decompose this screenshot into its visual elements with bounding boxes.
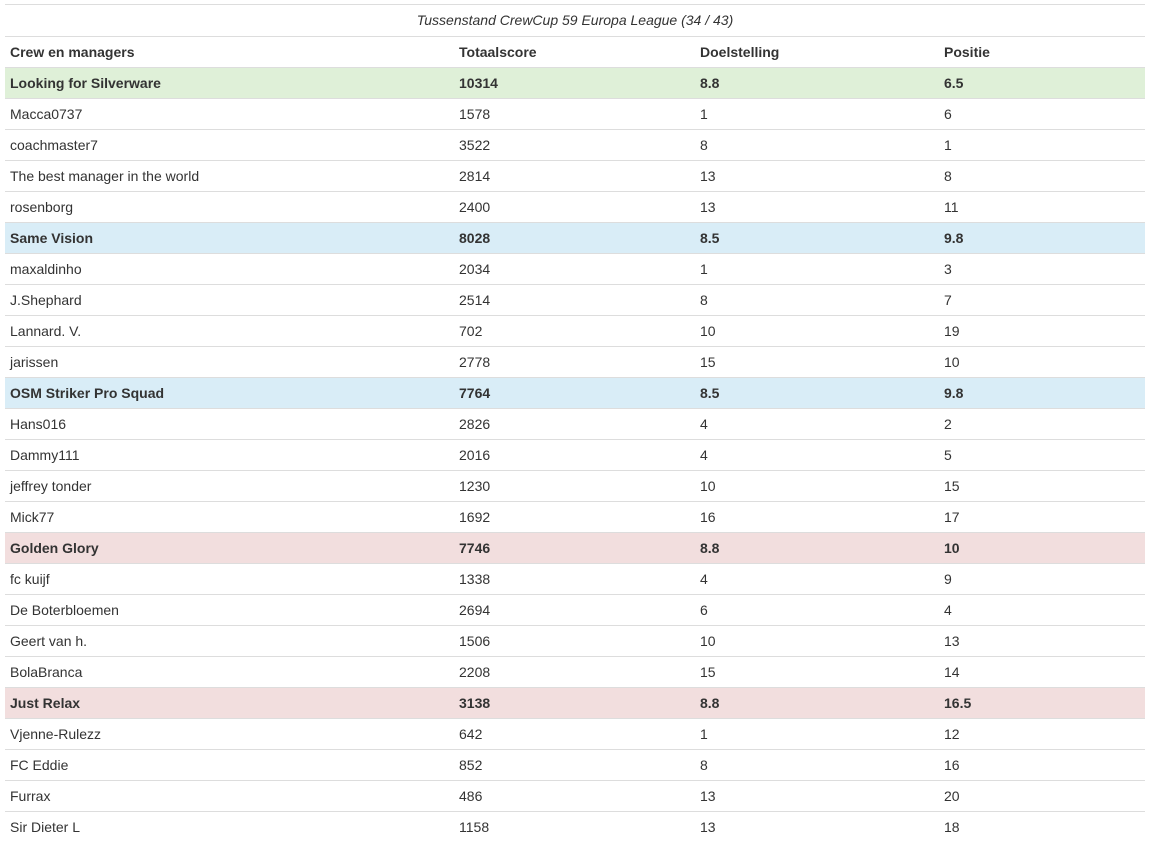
cell-name: Hans016 [5, 409, 454, 440]
cell-name: De Boterbloemen [5, 595, 454, 626]
table-header [5, 37, 1145, 68]
cell-position: 15 [939, 471, 1145, 502]
cell-score: 1692 [454, 502, 695, 533]
header-row [5, 37, 1145, 68]
manager-row [5, 595, 1145, 626]
cell-name: OSM Striker Pro Squad [5, 378, 454, 409]
manager-row [5, 99, 1145, 130]
cell-score: 2034 [454, 254, 695, 285]
cell-name: Same Vision [5, 223, 454, 254]
cell-goal: 8.5 [695, 223, 939, 254]
cell-goal: 1 [695, 99, 939, 130]
cell-name: J.Shephard [5, 285, 454, 316]
cell-position: 16.5 [939, 688, 1145, 719]
cell-goal: 1 [695, 254, 939, 285]
cell-position: 2 [939, 409, 1145, 440]
cell-score: 2400 [454, 192, 695, 223]
cell-position: 19 [939, 316, 1145, 347]
cell-position: 16 [939, 750, 1145, 781]
cell-score: 7746 [454, 533, 695, 564]
cell-goal: 4 [695, 440, 939, 471]
cell-score: 486 [454, 781, 695, 812]
cell-score: 7764 [454, 378, 695, 409]
header-goal: Doelstelling [695, 37, 939, 68]
cell-score: 2694 [454, 595, 695, 626]
cell-score: 1506 [454, 626, 695, 657]
cell-goal: 16 [695, 502, 939, 533]
cell-goal: 10 [695, 626, 939, 657]
cell-position: 10 [939, 533, 1145, 564]
header-name: Crew en managers [5, 37, 454, 68]
manager-row [5, 440, 1145, 471]
cell-position: 20 [939, 781, 1145, 812]
cell-score: 10314 [454, 68, 695, 99]
cell-name: Just Relax [5, 688, 454, 719]
cell-goal: 6 [695, 595, 939, 626]
cell-score: 702 [454, 316, 695, 347]
crew-row [5, 223, 1145, 254]
cell-goal: 8.8 [695, 688, 939, 719]
manager-row [5, 316, 1145, 347]
cell-name: fc kuijf [5, 564, 454, 595]
cell-score: 2016 [454, 440, 695, 471]
cell-goal: 8.5 [695, 378, 939, 409]
manager-row [5, 750, 1145, 781]
cell-name: FC Eddie [5, 750, 454, 781]
cell-position: 4 [939, 595, 1145, 626]
cell-position: 3 [939, 254, 1145, 285]
cell-score: 2778 [454, 347, 695, 378]
table-body [5, 68, 1145, 843]
cell-name: Furrax [5, 781, 454, 812]
cell-goal: 8 [695, 130, 939, 161]
cell-name: Dammy111 [5, 440, 454, 471]
cell-name: maxaldinho [5, 254, 454, 285]
cell-goal: 8.8 [695, 533, 939, 564]
cell-position: 9.8 [939, 378, 1145, 409]
cell-position: 9.8 [939, 223, 1145, 254]
manager-row [5, 409, 1145, 440]
cell-score: 2514 [454, 285, 695, 316]
header-score: Totaalscore [454, 37, 695, 68]
cell-name: Looking for Silverware [5, 68, 454, 99]
cell-position: 6.5 [939, 68, 1145, 99]
cell-name: Sir Dieter L [5, 812, 454, 843]
cell-name: Mick77 [5, 502, 454, 533]
manager-row [5, 471, 1145, 502]
cell-name: Vjenne-Rulezz [5, 719, 454, 750]
cell-name: The best manager in the world [5, 161, 454, 192]
cell-score: 1338 [454, 564, 695, 595]
cell-position: 1 [939, 130, 1145, 161]
cell-position: 5 [939, 440, 1145, 471]
cell-score: 2208 [454, 657, 695, 688]
cell-goal: 4 [695, 409, 939, 440]
cell-name: rosenborg [5, 192, 454, 223]
cell-name: Geert van h. [5, 626, 454, 657]
manager-row [5, 502, 1145, 533]
manager-row [5, 657, 1145, 688]
cell-score: 852 [454, 750, 695, 781]
cell-score: 8028 [454, 223, 695, 254]
cell-position: 13 [939, 626, 1145, 657]
cell-name: jeffrey tonder [5, 471, 454, 502]
manager-row [5, 285, 1145, 316]
manager-row [5, 812, 1145, 843]
cell-position: 18 [939, 812, 1145, 843]
manager-row [5, 781, 1145, 812]
cell-goal: 4 [695, 564, 939, 595]
cell-position: 8 [939, 161, 1145, 192]
cell-score: 2826 [454, 409, 695, 440]
standings-container [5, 4, 1145, 842]
cell-position: 6 [939, 99, 1145, 130]
table-title: Tussenstand CrewCup 59 Europa League (34 / 43) [5, 4, 1145, 36]
cell-goal: 13 [695, 192, 939, 223]
cell-score: 1578 [454, 99, 695, 130]
cell-position: 12 [939, 719, 1145, 750]
cell-goal: 8 [695, 750, 939, 781]
cell-score: 1230 [454, 471, 695, 502]
crew-row [5, 533, 1145, 564]
standings-table [5, 4, 1145, 842]
cell-position: 9 [939, 564, 1145, 595]
cell-score: 1158 [454, 812, 695, 843]
manager-row [5, 719, 1145, 750]
manager-row [5, 192, 1145, 223]
header-position: Positie [939, 37, 1145, 68]
cell-name: Macca0737 [5, 99, 454, 130]
crew-row [5, 688, 1145, 719]
cell-name: jarissen [5, 347, 454, 378]
manager-row [5, 564, 1145, 595]
cell-position: 7 [939, 285, 1145, 316]
cell-score: 3138 [454, 688, 695, 719]
cell-name: Golden Glory [5, 533, 454, 564]
cell-position: 17 [939, 502, 1145, 533]
manager-row [5, 161, 1145, 192]
cell-name: coachmaster7 [5, 130, 454, 161]
cell-goal: 15 [695, 347, 939, 378]
manager-row [5, 254, 1145, 285]
cell-goal: 1 [695, 719, 939, 750]
cell-score: 642 [454, 719, 695, 750]
cell-name: Lannard. V. [5, 316, 454, 347]
cell-score: 3522 [454, 130, 695, 161]
cell-position: 10 [939, 347, 1145, 378]
cell-goal: 8 [695, 285, 939, 316]
cell-goal: 8.8 [695, 68, 939, 99]
cell-goal: 13 [695, 812, 939, 843]
cell-goal: 13 [695, 161, 939, 192]
crew-row [5, 68, 1145, 99]
manager-row [5, 626, 1145, 657]
cell-position: 14 [939, 657, 1145, 688]
cell-goal: 15 [695, 657, 939, 688]
cell-name: BolaBranca [5, 657, 454, 688]
crew-row [5, 378, 1145, 409]
cell-goal: 10 [695, 316, 939, 347]
cell-position: 11 [939, 192, 1145, 223]
cell-score: 2814 [454, 161, 695, 192]
cell-goal: 10 [695, 471, 939, 502]
manager-row [5, 347, 1145, 378]
manager-row [5, 130, 1145, 161]
cell-goal: 13 [695, 781, 939, 812]
